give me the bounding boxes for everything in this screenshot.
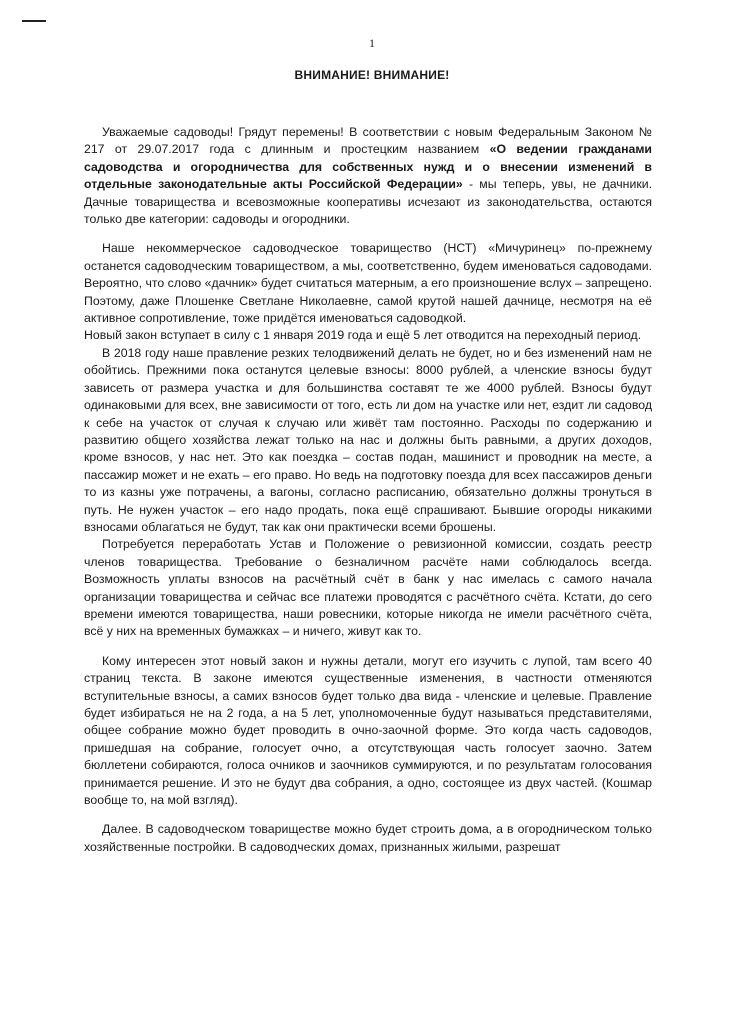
margin-mark [22,20,46,22]
intro-text: Уважаемые садоводы! Грядут перемены! В соответствии с новым Федеральным Законом № 217 от 29.07.2017 года с длинным и простецким названием [84,125,652,157]
document-body [84,124,652,856]
paragraph-partnership: Наше некоммерческое садоводческое товарищество (НСТ) «Мичуринец» по-прежнему останется садоводческим товариществом, а мы, соответственно, будем именоваться садоводами. Вероятно, что слово «дачник» будет считаться матерным, а его произношение вслух – запрещено. Поэтому, даже Плошенке Светлане Николаевне, самой крутой нашей дачнице, несмотря на её активное сопротивление, тоже придётся именоваться садоводкой. [84,241,652,326]
paragraph-fees: В 2018 году наше правление резких телодвижений делать не будет, но и без изменений нам не обойтись. Прежними пока останутся целевые взносы: 8000 рублей, а членские взносы будут зависеть от размера участка и для большинства составят те же 4000 рублей. Взносы будут одинаковыми для всех, вне зависимости от того, есть ли дом на участке или нет, ездит ли садовод к себе на участок от случая к случаю или живёт там постоянно. Расходы по содержанию и развитию общего хозяйства лежат только на нас и должны быть равными, а других доходов, кроме взносов, у нас нет. Это как поездка – состав подан, машинист и проводник на месте, а пассажир может и не ехать – его право. Но ведь на подготовку поезда для всех пассажиров деньги то из казны уже потрачены, а вагоны, согласно расписанию, обязательно должны тронуться в путь. Не нужен участок – его надо продать, пока ещё спрашивают. Бывшие огороды никакими взносами облагаться не будут, так как они практически всеми брошены. [84,345,652,534]
paragraph-intro [84,124,652,228]
paragraph-buildings: Далее. В садоводческом товариществе можно будет строить дома, а в огородническом только хозяйственные постройки. В садоводческих домах, признанных жилыми, разрешат [84,822,652,854]
paragraph-charter: Потребуется переработать Устав и Положение о ревизионной комиссии, создать реестр членов товарищества. Требование о безналичном расчёте нами соблюдалось всегда. Возможность уплаты взносов на расчётный счёт в банк у нас имелась с самого начала организации товарищества и сейчас все платежи проводятся с расчётного счёта. Кстати, до сего времени имеются товарищества, наши ровесники, которые никогда не имели расчётного счёта, всё у них на временных бумажках – и ничего, живут как то. [84,537,652,639]
law-title: «О ведении гражданами садоводства и огородничества для собственных нужд и о внесении изменений в отдельные законодательные акты Российской Федерации» [84,142,652,192]
intro-rest: - мы теперь, увы, не дачники. Дачные товарищества и всевозможные кооперативы исчезают из законодательства, остаются только две категории: садоводы и огородники. [84,177,652,227]
page-title: ВНИМАНИЕ! ВНИМАНИЕ! [294,68,450,82]
paragraph-law-details: Кому интересен этот новый закон и нужны детали, могут его изучить с лупой, там всего 40 страниц текста. В законе имеются существенные изменения, в частности отменяются вступительные взносы, а самих взносов будет только два вида - членские и целевые. Правление будет избираться не на 2 года, а на 5 лет, уполномоченные будут называться представителями, общее собрание можно будет проводить в очно-заочной форме. Это когда часть садоводов, пришедшая на собрание, голосует очно, а отсутствующая часть голосует заочно. Затем бюллетени собираются, голоса очников и заочников суммируются, и по результатам голосования принимается решение. И это не будут два собрания, а одно, состоящее из двух частей. (Кошмар вообще то, на мой взгляд). [84,653,652,808]
page-number: 1 [369,36,375,50]
paragraph-law-effective: Новый закон вступает в силу с 1 января 2019 года и ещё 5 лет отводится на переходный период. [84,328,642,343]
